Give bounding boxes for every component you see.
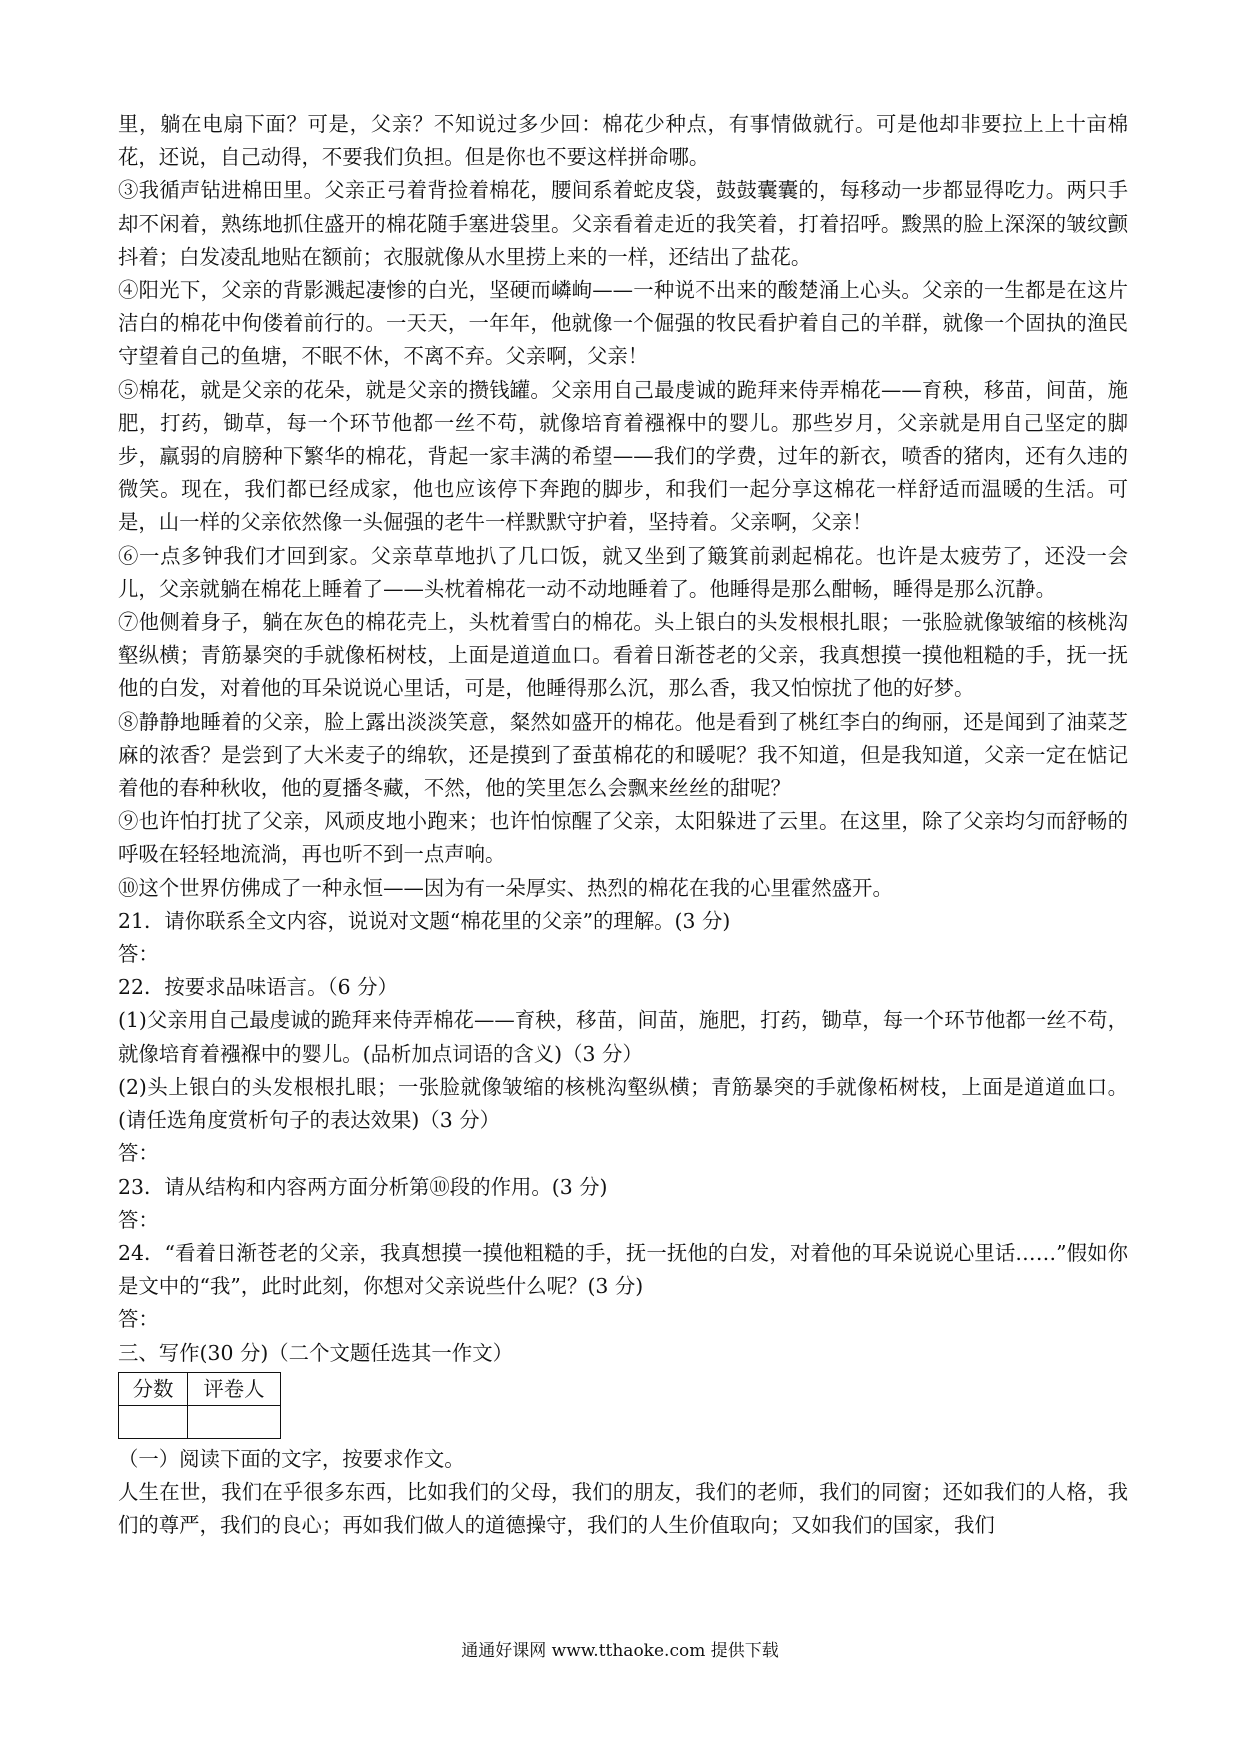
question-23: 23．请从结构和内容两方面分析第⑩段的作用。(3 分) (118, 1174, 608, 1199)
paragraph-5: ⑤棉花，就是父亲的花朵，就是父亲的攒钱罐。父亲用自己最虔诚的跪拜来侍弄棉花——育秧，移苗，间苗，施肥，打药，锄草，每一个环节他都一丝不苟，就像培育着襁褓中的婴儿。那些岁月，父亲就是用自己坚定的脚步，羸弱的肩膀种下繁华的棉花，背起一家丰满的希望——我们的学费，过年的新衣，喷香的猪肉，还有久违的微笑。现在，我们都已经成家，他也应该停下奔跑的脚步，和我们一起分享这棉花一样舒适而温暖的生活。可是，山一样的父亲依然像一头倔强的老牛一样默默守护着，坚持着。父亲啊，父亲！ (118, 377, 1128, 535)
score-table (118, 1372, 281, 1439)
paragraph-10: ⑩这个世界仿佛成了一种永恒——因为有一朵厚实、热烈的棉花在我的心里霍然盛开。 (118, 875, 893, 900)
grader-cell (188, 1405, 281, 1438)
paragraph-continued: 里，躺在电扇下面？可是，父亲？不知说过多少回：棉花少种点，有事情做就行。可是他却非要拉上上十亩棉花，还说，自己动得，不要我们负担。但是你也不要这样拼命哪。 (118, 112, 1128, 170)
writing-prompt-title: （一）阅读下面的文字，按要求作文。 (118, 1446, 465, 1471)
answer-24: 答： (118, 1307, 159, 1332)
question-22-part-1: (1)父亲用自己最虔诚的跪拜来侍弄棉花——育秧，移苗，间苗，施肥，打药，锄草，每一个环节他都一丝不苟，就像培育着襁褓中的婴儿。(品析加点词语的含义)（3 分） (118, 1008, 1128, 1066)
question-22: 22．按要求品味语言。（6 分） (118, 975, 398, 1000)
paragraph-7: ⑦他侧着身子，躺在灰色的棉花壳上，头枕着雪白的棉花。头上银白的头发根根扎眼；一张脸就像皱缩的核桃沟壑纵横；青筋暴突的手就像柘树枝，上面是道道血口。看着日渐苍老的父亲，我真想摸一摸他粗糙的手，抚一抚他的白发，对着他的耳朵说说心里话，可是，他睡得那么沉，那么香，我又怕惊扰了他的好梦。 (118, 610, 1128, 701)
paragraph-9: ⑨也许怕打扰了父亲，风顽皮地小跑来；也许怕惊醒了父亲，太阳躲进了云里。在这里，除了父亲均匀而舒畅的呼吸在轻轻地流淌，再也听不到一点声响。 (118, 809, 1128, 867)
question-22-part-2: (2)头上银白的头发根根扎眼；一张脸就像皱缩的核桃沟壑纵横；青筋暴突的手就像柘树枝，上面是道道血口。(请任选角度赏析句子的表达效果)（3 分） (118, 1074, 1128, 1133)
page-footer: 通通好课网 www.tthaoke.com 提供下载 (461, 1641, 779, 1661)
question-21: 21．请你联系全文内容，说说对文题“棉花里的父亲”的理解。(3 分) (118, 908, 731, 933)
section-writing-title: 三、写作(30 分)（二个文题任选其一作文） (118, 1340, 513, 1365)
score-header: 分数 (119, 1372, 188, 1405)
writing-prompt-text: 人生在世，我们在乎很多东西，比如我们的父母，我们的朋友，我们的老师，我们的同窗；还如我们的人格，我们的尊严，我们的良心；再如我们做人的道德操守，我们的人生价值取向；又如我们的国家，我们 (118, 1479, 1128, 1538)
paragraph-8: ⑧静静地睡着的父亲，脸上露出淡淡笑意，粲然如盛开的棉花。他是看到了桃红李白的绚丽，还是闻到了油菜芝麻的浓香？是尝到了大米麦子的绵软，还是摸到了蚕茧棉花的和暖呢？我不知道，但是我知道，父亲一定在惦记着他的春种秋收，他的夏播冬藏，不然，他的笑里怎么会飘来丝丝的甜呢？ (118, 709, 1128, 801)
paragraph-6: ⑥一点多钟我们才回到家。父亲草草地扒了几口饭，就又坐到了簸箕前剥起棉花。也许是太疲劳了，还没一会儿，父亲就躺在棉花上睡着了——头枕着棉花一动不动地睡着了。他睡得是那么酣畅，睡得是那么沉静。 (118, 543, 1128, 601)
question-24: 24．“看着日渐苍老的父亲，我真想摸一摸他粗糙的手，抚一抚他的白发，对着他的耳朵说说心里话……”假如你是文中的“我”，此时此刻，你想对父亲说些什么呢？(3 分) (118, 1240, 1128, 1299)
paragraph-4: ④阳光下，父亲的背影溅起凄惨的白光，坚硬而嶙峋——一种说不出来的酸楚涌上心头。父亲的一生都是在这片洁白的棉花中佝偻着前行的。一天天，一年年，他就像一个倔强的牧民看护着自己的羊群，就像一个固执的渔民守望着自己的鱼塘，不眠不休，不离不弃。父亲啊，父亲！ (118, 278, 1128, 369)
answer-21: 答： (118, 942, 159, 967)
document-page (118, 108, 1128, 1542)
grader-header: 评卷人 (188, 1372, 281, 1405)
answer-23: 答： (118, 1207, 159, 1232)
score-cell (119, 1405, 188, 1438)
answer-22: 答： (118, 1141, 159, 1166)
paragraph-3: ③我循声钻进棉田里。父亲正弓着背捡着棉花，腰间系着蛇皮袋，鼓鼓囊囊的，每移动一步都显得吃力。两只手却不闲着，熟练地抓住盛开的棉花随手塞进袋里。父亲看着走近的我笑着，打着招呼。黢黑的脸上深深的皱纹颤抖着；白发凌乱地贴在额前；衣服就像从水里捞上来的一样，还结出了盐花。 (118, 178, 1128, 269)
